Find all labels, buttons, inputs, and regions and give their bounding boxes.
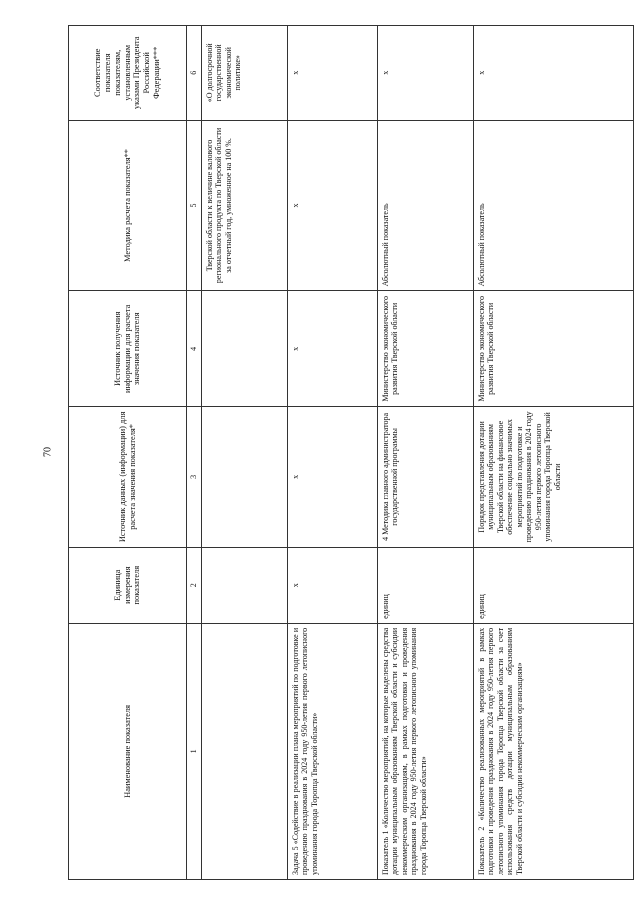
table-row: [474, 26, 634, 880]
header-compliance: Соответствие показателя показателям, установленным указами Президента Российской Федерации***: [69, 26, 187, 121]
cell-info-sources: [202, 291, 288, 407]
header-name: Наименование показателя: [69, 623, 187, 879]
cell-compliance: «О долгосрочной государственной экономической политике»: [202, 26, 288, 121]
column-number-row: [187, 26, 202, 880]
cell-compliance: х: [378, 26, 474, 121]
cell-data-sources: [202, 407, 288, 547]
header-method: Методика расчета показателя**: [69, 120, 187, 291]
cell-method: Абсолютный показатель: [378, 120, 474, 291]
table-row: [378, 26, 474, 880]
cell-method: Тверской области к величине валового регионального продукта по Тверской области за отчетный год, умноженное на 100 %.: [202, 120, 288, 291]
cell-data-sources: Порядок представления дотации муниципальным образованиям Тверской области на финансовое обеспечение социально значимых мероприятий по подготовке и проведению празднования в 2024 году 950-летия первого летописного упоминания города Торопца Тверской области: [474, 407, 634, 547]
page-number: 70: [42, 447, 54, 457]
cell-data-sources: 4 Методика главного администратора государственной программы: [378, 407, 474, 547]
cell-method: х: [288, 120, 378, 291]
column-number: 1: [187, 623, 202, 879]
column-number: 3: [187, 407, 202, 547]
cell-data-sources: х: [288, 407, 378, 547]
cell-unit: единиц: [474, 547, 634, 623]
header-data-sources: Источник данных (информации) для расчета значения показателя*: [69, 407, 187, 547]
cell-unit: единиц: [378, 547, 474, 623]
column-number: 2: [187, 547, 202, 623]
cell-name: Показатель 2 «Количество реализованных мероприятий в рамках подготовки и проведения празднования в 2024 году 950-летия первого летописного упоминания города Торопца Тверской области за счет использования средств дотации муниципальным образованиям Тверской области и субсидии некоммерческим организациям»: [474, 623, 634, 879]
column-number: 4: [187, 291, 202, 407]
cell-method: Абсолютный показатель: [474, 120, 634, 291]
cell-unit: х: [288, 547, 378, 623]
header-unit: Единица измерения показателя: [69, 547, 187, 623]
cell-compliance: х: [474, 26, 634, 121]
header-info-sources: Источник получения информации для расчета значения показателя: [69, 291, 187, 407]
rotated-table-container: [68, 25, 628, 880]
cell-info-sources: Министерство экономического развития Тверской области: [474, 291, 634, 407]
cell-name: Задача 5 «Содействие в реализации плана мероприятий по подготовке и проведению празднования в 2024 году 950-летия первого летописного упоминания города Торопца Тверской области»: [288, 623, 378, 879]
cell-compliance: х: [288, 26, 378, 121]
table-row: [202, 26, 288, 880]
cell-name: Показатель 1 «Количество мероприятий, на которые выделены средства дотации муниципальным образованиям Тверской области и субсидии некоммерческим организациям, в рамках подготовки и проведения празднования в 2024 году 950-летия первого летописного упоминания города Торопца Тверской области»: [378, 623, 474, 879]
cell-info-sources: х: [288, 291, 378, 407]
indicators-table: [68, 25, 634, 880]
column-number: 6: [187, 26, 202, 121]
column-number: 5: [187, 120, 202, 291]
cell-info-sources: Министерство экономического развития Тверской области: [378, 291, 474, 407]
table-row: [288, 26, 378, 880]
cell-name: [202, 623, 288, 879]
header-row: [69, 26, 187, 880]
cell-unit: [202, 547, 288, 623]
